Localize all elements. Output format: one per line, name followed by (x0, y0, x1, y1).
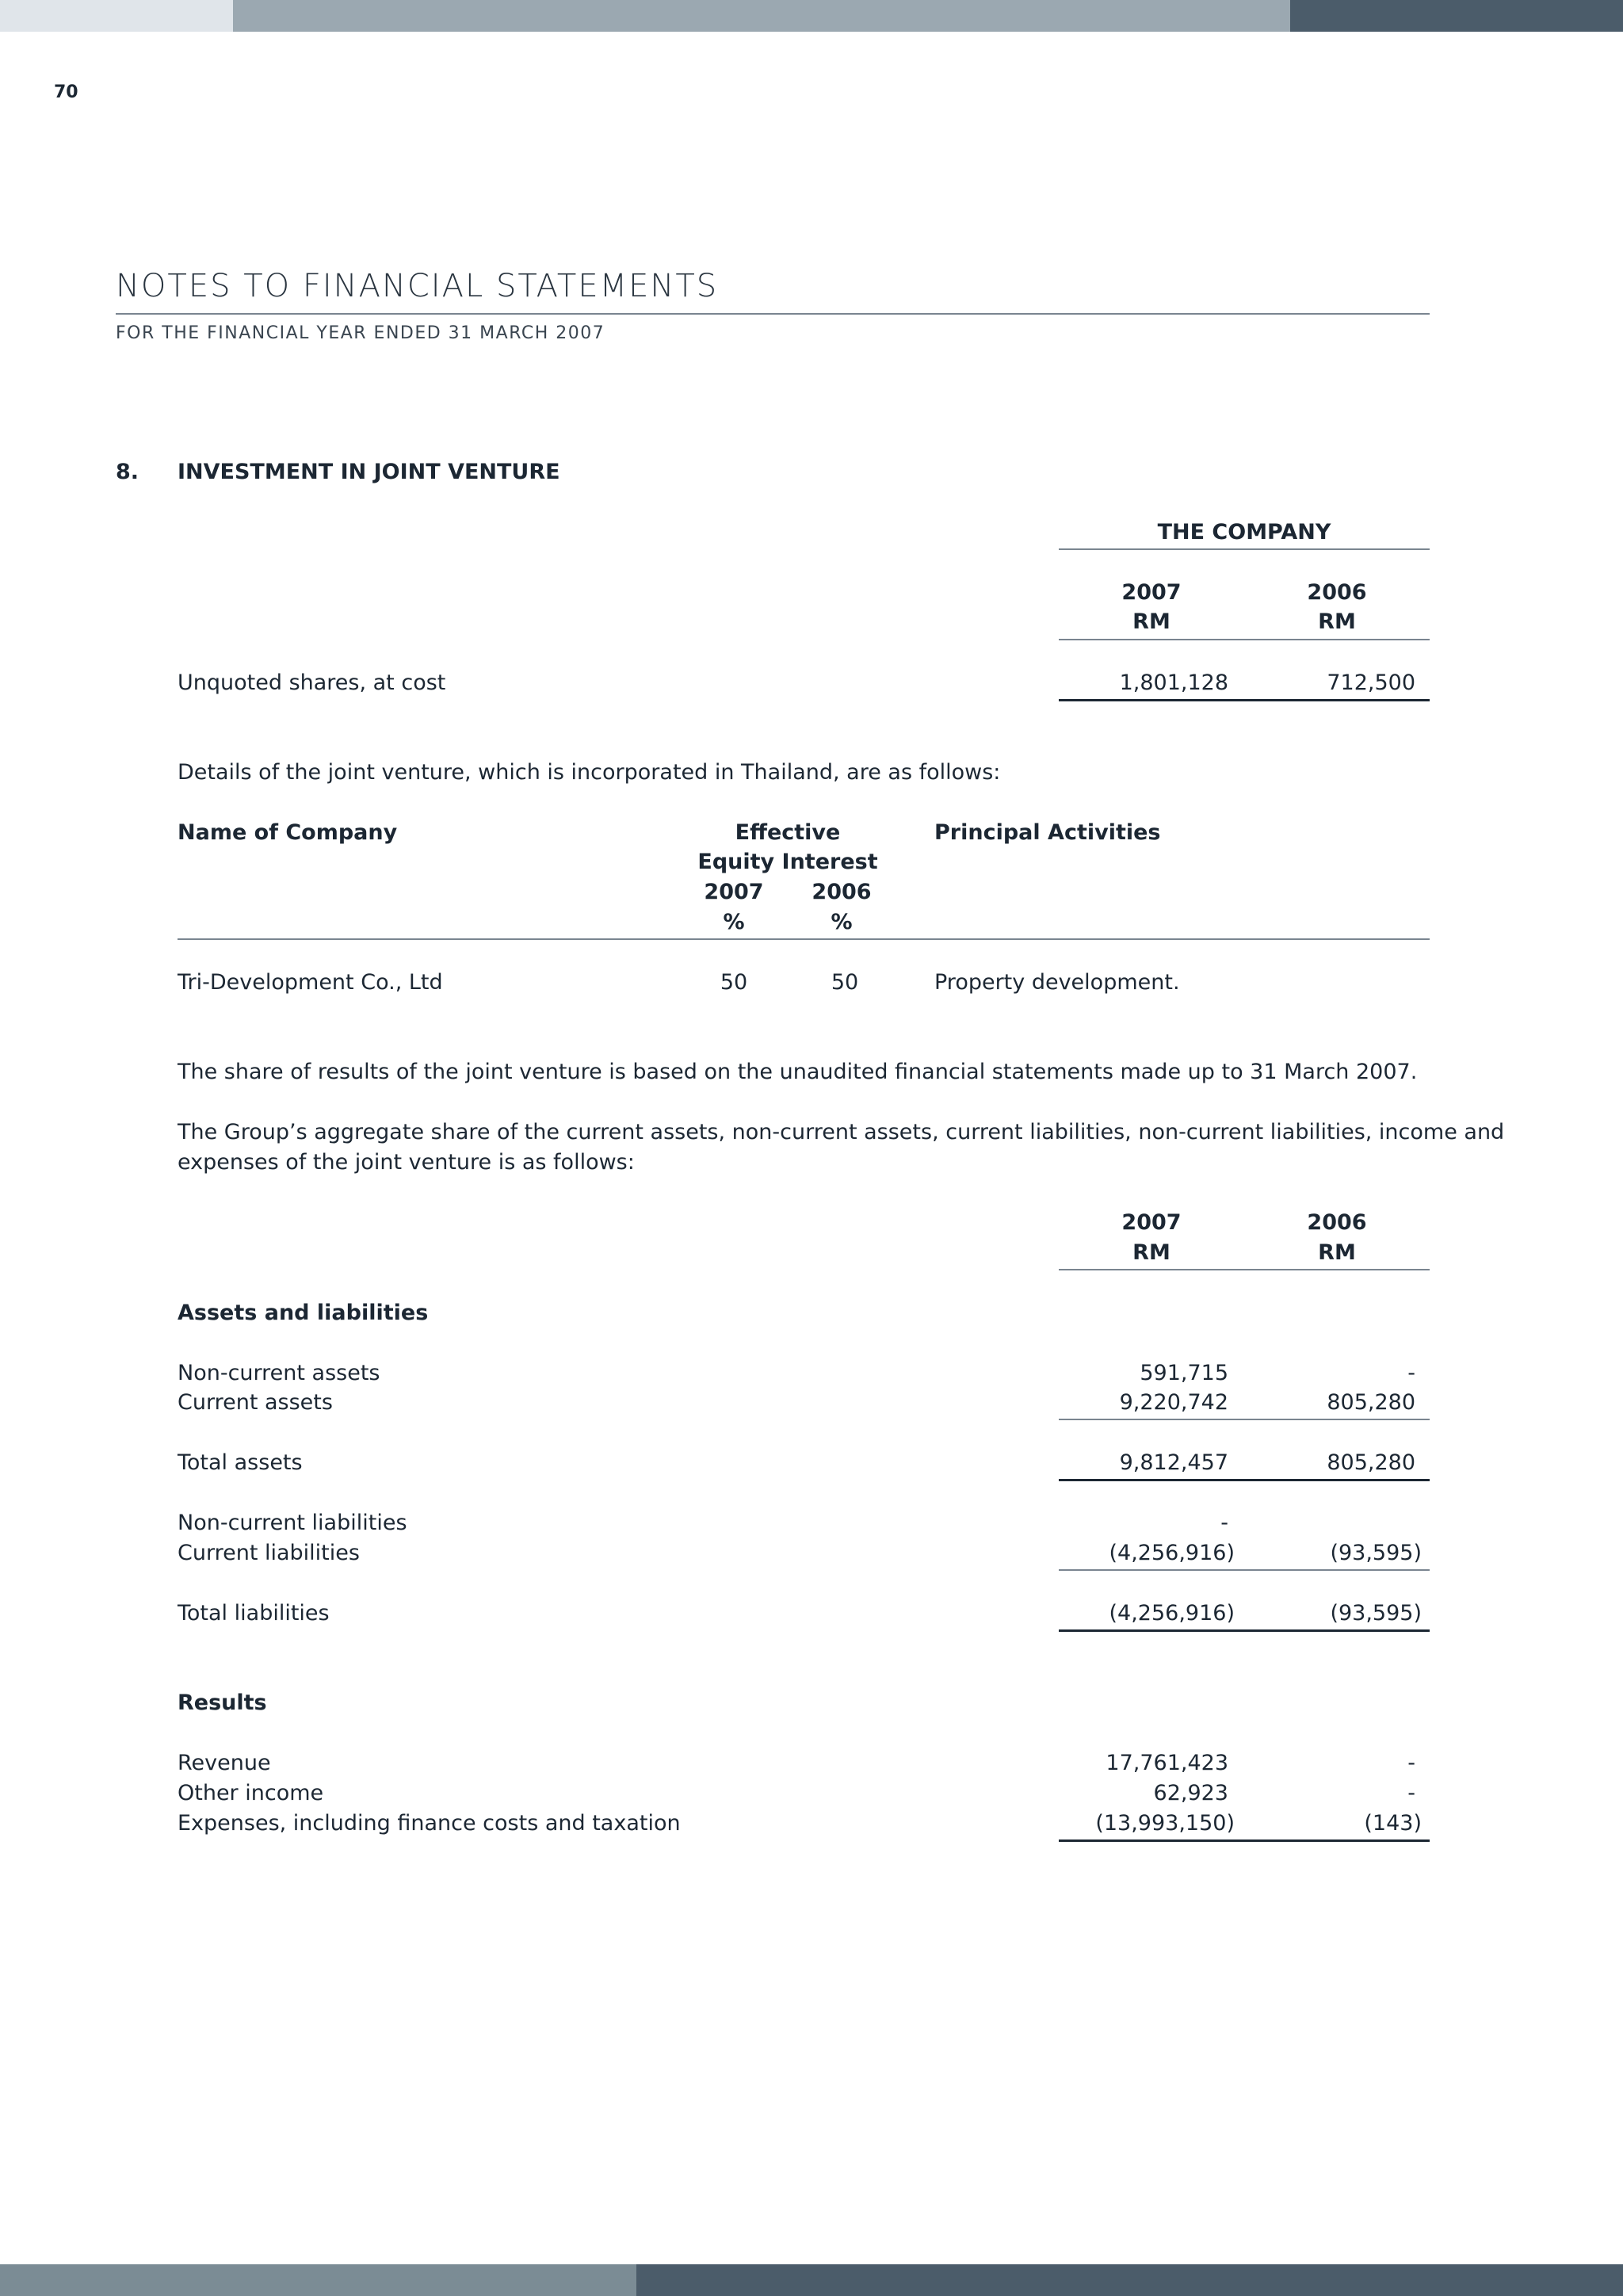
unquoted-shares-2007: 1,801,128 (1119, 670, 1228, 695)
unit-2007-header: RM (1132, 609, 1170, 634)
table-row-2007: 9,220,742 (1119, 1390, 1228, 1415)
table-row-2007: (4,256,916) (1109, 1541, 1235, 1565)
results-total-rule (1059, 1839, 1430, 1842)
table-row-2007: 17,761,423 (1106, 1751, 1228, 1775)
section-number: 8. (116, 460, 139, 484)
principal-activities-header: Principal Activities (934, 820, 1161, 845)
company-header-rule (1059, 548, 1430, 550)
table-row-2006: - (1407, 1751, 1415, 1775)
table-row-2006: (143) (1364, 1811, 1422, 1836)
table-row-2007: 9,812,457 (1119, 1450, 1228, 1475)
jv-interest-2006: 50 (831, 970, 859, 995)
title-divider (116, 313, 1430, 315)
year-2006-header: 2006 (1307, 580, 1367, 605)
table-row-2006: (93,595) (1330, 1601, 1422, 1626)
jv-interest-2007: 50 (720, 970, 748, 995)
table-row-2007: - (1220, 1511, 1228, 1535)
table-row-2007: 591,715 (1140, 1361, 1228, 1385)
table-row-2007: (13,993,150) (1095, 1811, 1235, 1836)
page-title: NOTES TO FINANCIAL STATEMENTS (116, 268, 719, 304)
table-row-label: Revenue (178, 1751, 271, 1775)
total-liabilities-rule (1059, 1629, 1430, 1632)
details-header-rule (178, 938, 1430, 940)
investment-total-rule (1059, 699, 1430, 701)
table-row-2007: (4,256,916) (1109, 1601, 1235, 1626)
equity-2007-header: 2007 (704, 880, 764, 904)
table-row-label: Current assets (178, 1390, 333, 1415)
effective-header: Effective (735, 820, 841, 845)
equity-2006-unit: % (831, 910, 853, 934)
table-row-2006: (93,595) (1330, 1541, 1422, 1565)
table-row-label: Total assets (178, 1450, 303, 1475)
table-row-2006: - (1407, 1361, 1415, 1385)
year-2007-header: 2007 (1121, 580, 1182, 605)
assets-subtotal-rule (1059, 1419, 1430, 1420)
jv-company-name: Tri-Development Co., Ltd (178, 970, 443, 995)
share-units-rule (1059, 1269, 1430, 1270)
equity-2006-header: 2006 (812, 880, 872, 904)
assets-liabilities-heading: Assets and liabilities (178, 1301, 429, 1325)
units-rule (1059, 639, 1430, 640)
name-of-company-header: Name of Company (178, 820, 398, 845)
aggregate-share-paragraph-line1: The Group’s aggregate share of the current assets, non-current assets, current liabilities, non-current liabilities, income and (178, 1120, 1505, 1144)
share-2007-unit: RM (1132, 1240, 1170, 1265)
top-band-light (0, 0, 233, 32)
table-row-2007: 62,923 (1153, 1781, 1228, 1805)
section-heading: INVESTMENT IN JOINT VENTURE (178, 460, 560, 484)
top-band-mid (233, 0, 1290, 32)
table-row-label: Non-current assets (178, 1361, 380, 1385)
table-row-label: Total liabilities (178, 1601, 330, 1626)
table-row-2006: 805,280 (1327, 1390, 1415, 1415)
table-row-label: Expenses, including finance costs and taxation (178, 1811, 681, 1836)
table-row-label: Other income (178, 1781, 324, 1805)
share-2007-header: 2007 (1121, 1210, 1182, 1235)
results-heading: Results (178, 1690, 267, 1715)
table-row-2006: 805,280 (1327, 1450, 1415, 1475)
details-intro: Details of the joint venture, which is incorporated in Thailand, are as follows: (178, 760, 1001, 785)
company-column-header: THE COMPANY (1157, 520, 1331, 544)
top-band-dark (1290, 0, 1623, 32)
unit-2006-header: RM (1318, 609, 1356, 634)
share-2006-header: 2006 (1307, 1210, 1367, 1235)
page-number: 70 (54, 82, 78, 102)
bottom-band-dark (636, 2264, 1623, 2296)
table-row-2006: - (1407, 1781, 1415, 1805)
share-2006-unit: RM (1318, 1240, 1356, 1265)
equity-2007-unit: % (723, 910, 745, 934)
unquoted-shares-label: Unquoted shares, at cost (178, 670, 446, 695)
table-row-label: Current liabilities (178, 1541, 360, 1565)
aggregate-share-paragraph-line2: expenses of the joint venture is as follows: (178, 1150, 635, 1175)
bottom-band-light (0, 2264, 636, 2296)
total-assets-rule (1059, 1479, 1430, 1481)
unquoted-shares-2006: 712,500 (1327, 670, 1415, 695)
table-row-label: Non-current liabilities (178, 1511, 407, 1535)
results-basis-paragraph: The share of results of the joint venture is based on the unaudited financial statements made up to 31 March 2007. (178, 1060, 1418, 1084)
liabilities-subtotal-rule (1059, 1569, 1430, 1571)
jv-activities: Property development. (934, 970, 1180, 995)
page-subtitle: FOR THE FINANCIAL YEAR ENDED 31 MARCH 2007 (116, 323, 605, 343)
equity-interest-header: Equity Interest (697, 850, 878, 874)
